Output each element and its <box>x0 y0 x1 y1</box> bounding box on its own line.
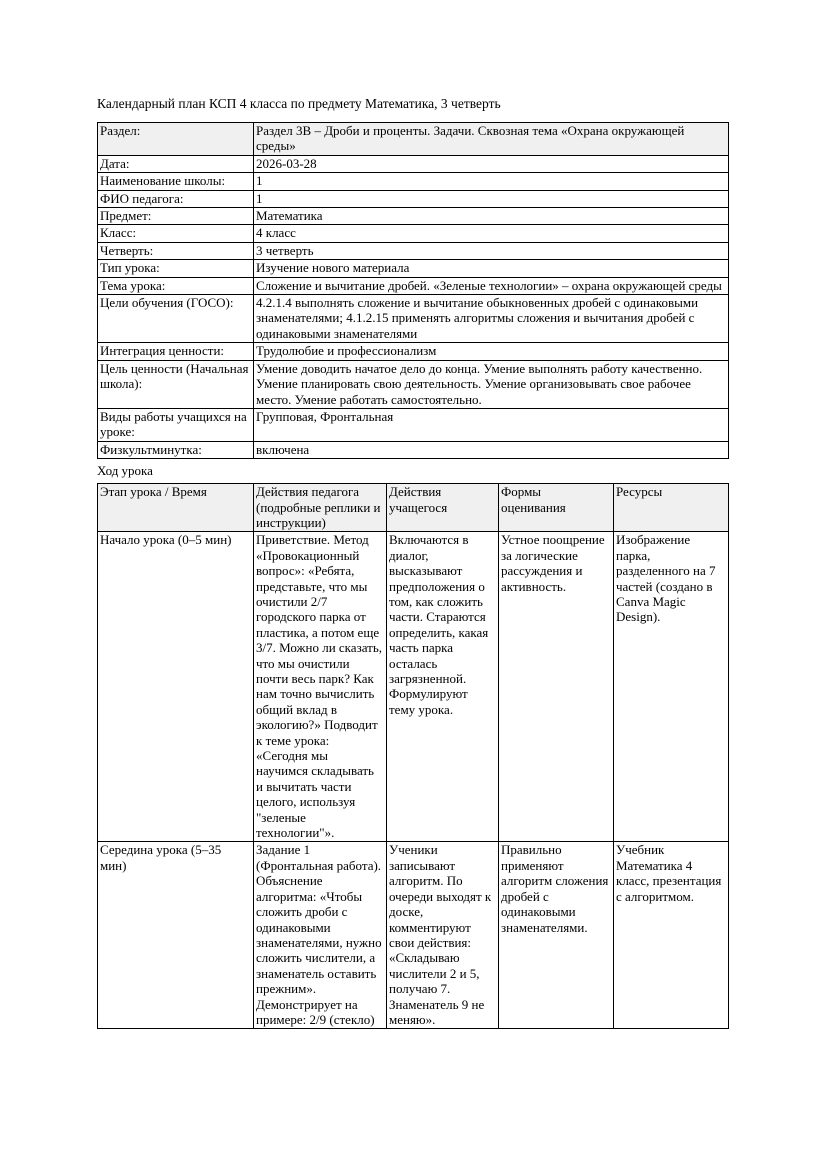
meta-label: ФИО педагога: <box>98 190 254 207</box>
table-row <box>98 190 729 207</box>
meta-value: Умение доводить начатое дело до конца. Умение выполнять работу качественно. Умение планировать свою деятельность. Умение организовывать свое рабочее место. Умение работать самостоятельно. <box>254 360 729 408</box>
cell-assessment: Правильно применяют алгоритм сложения дробей с одинаковыми знаменателями. <box>499 842 614 1029</box>
table-row <box>98 842 729 1029</box>
table-row <box>98 532 729 842</box>
table-row <box>98 123 729 156</box>
column-header-teacher-actions: Действия педагога (подробные реплики и инструкции) <box>254 484 387 532</box>
page-title: Календарный план КСП 4 класса по предмету Математика, 3 четверть <box>97 96 501 111</box>
cell-student-actions: Включаются в диалог, высказывают предположения о том, как сложить части. Стараются определить, какая часть парка осталась загрязненной. Формулируют тему урока. <box>387 532 499 842</box>
document-page <box>97 96 728 1029</box>
table-row <box>98 360 729 408</box>
meta-label: Цель ценности (Начальная школа): <box>98 360 254 408</box>
meta-label: Тема урока: <box>98 277 254 294</box>
table-row <box>98 260 729 277</box>
cell-stage: Середина урока (5–35 мин) <box>98 842 254 1029</box>
table-row <box>98 225 729 242</box>
meta-label: Наименование школы: <box>98 173 254 190</box>
meta-label: Дата: <box>98 155 254 172</box>
meta-value: 4.2.1.4 выполнять сложение и вычитание обыкновенных дробей с одинаковыми знаменателями; 4.1.2.15 применять алгоритмы сложения и вычитания дробей с одинаковыми знаменателями <box>254 295 729 343</box>
table-row <box>98 242 729 259</box>
meta-value: Раздел 3В – Дроби и проценты. Задачи. Сквозная тема «Охрана окружающей среды» <box>254 123 729 156</box>
lesson-meta-table <box>97 122 729 459</box>
meta-label: Тип урока: <box>98 260 254 277</box>
meta-value: Математика <box>254 208 729 225</box>
section-heading: Ход урока <box>97 463 153 479</box>
column-header-stage: Этап урока / Время <box>98 484 254 532</box>
cell-stage: Начало урока (0–5 мин) <box>98 532 254 842</box>
column-header-assessment: Формы оценивания <box>499 484 614 532</box>
table-row <box>98 343 729 360</box>
meta-value: Групповая, Фронтальная <box>254 408 729 441</box>
meta-label: Интеграция ценности: <box>98 343 254 360</box>
cell-student-actions: Ученики записывают алгоритм. По очереди выходят к доске, комментируют свои действия: «Складываю числители 2 и 5, получаю 7. Знаменатель 9 не меняю». <box>387 842 499 1029</box>
table-row <box>98 173 729 190</box>
meta-value: 2026-03-28 <box>254 155 729 172</box>
cell-assessment: Устное поощрение за логические рассуждения и активность. <box>499 532 614 842</box>
meta-label: Класс: <box>98 225 254 242</box>
table-row <box>98 441 729 458</box>
table-row <box>98 408 729 441</box>
meta-value: Трудолюбие и профессионализм <box>254 343 729 360</box>
cell-resources: Учебник Математика 4 класс, презентация с алгоритмом. <box>614 842 729 1029</box>
meta-label: Виды работы учащихся на уроке: <box>98 408 254 441</box>
meta-label: Четверть: <box>98 242 254 259</box>
meta-label: Раздел: <box>98 123 254 156</box>
meta-value: 4 класс <box>254 225 729 242</box>
table-row <box>98 277 729 294</box>
table-row <box>98 208 729 225</box>
column-header-resources: Ресурсы <box>614 484 729 532</box>
table-header-row <box>98 484 729 532</box>
cell-resources: Изображение парка, разделенного на 7 частей (создано в Canva Magic Design). <box>614 532 729 842</box>
cell-teacher-actions: Задание 1 (Фронтальная работа). Объяснение алгоритма: «Чтобы сложить дроби с одинаковыми знаменателями, нужно сложить числители, а знаменатель оставить прежним». Демонстрирует на примере: 2/9 (стекло) <box>254 842 387 1029</box>
meta-value: 1 <box>254 190 729 207</box>
meta-value: включена <box>254 441 729 458</box>
meta-value: Изучение нового материала <box>254 260 729 277</box>
cell-teacher-actions: Приветствие. Метод «Провокационный вопрос»: «Ребята, представьте, что мы очистили 2/7 городского парка от пластика, а потом еще 3/7. Можно ли сказать, что мы очистили почти весь парк? Как нам точно вычислить общий вклад в экологию?» Подводит к теме урока: «Сегодня мы научимся складывать и вычитать части целого, используя "зеленые технологии"». <box>254 532 387 842</box>
meta-label: Физкультминутка: <box>98 441 254 458</box>
table-row <box>98 155 729 172</box>
table-row <box>98 295 729 343</box>
meta-value: 1 <box>254 173 729 190</box>
meta-value: Сложение и вычитание дробей. «Зеленые технологии» – охрана окружающей среды <box>254 277 729 294</box>
lesson-flow-table <box>97 483 729 1029</box>
meta-value: 3 четверть <box>254 242 729 259</box>
column-header-student-actions: Действия учащегося <box>387 484 499 532</box>
meta-label: Цели обучения (ГОСО): <box>98 295 254 343</box>
meta-label: Предмет: <box>98 208 254 225</box>
